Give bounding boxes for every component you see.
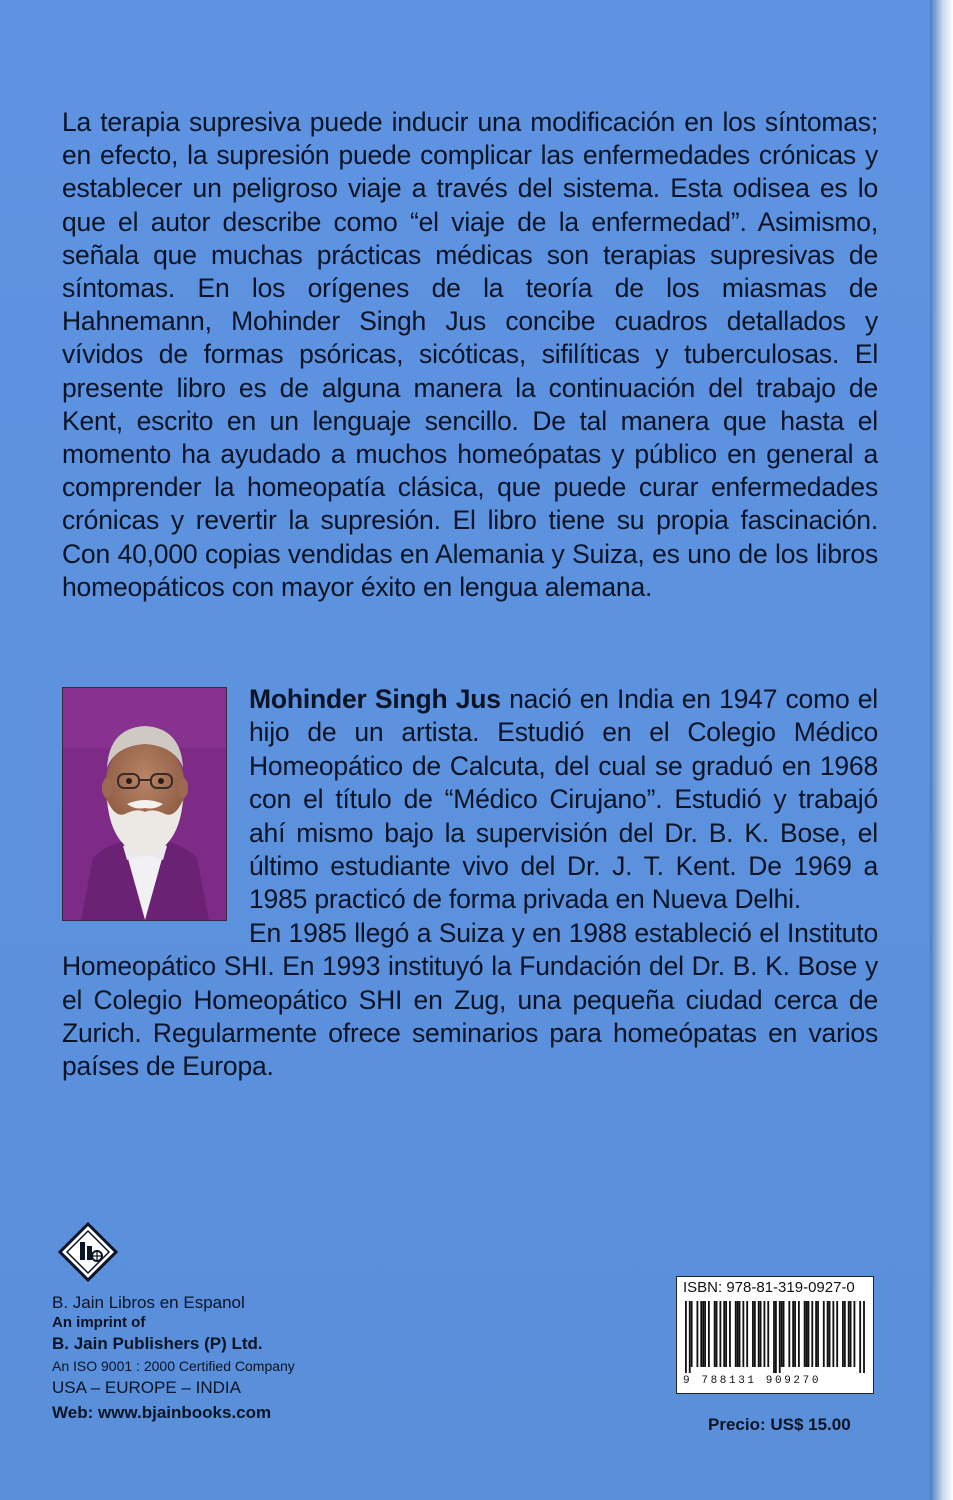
barcode-bar: [752, 1301, 754, 1367]
barcode-bar: [817, 1301, 819, 1367]
barcode-bar: [827, 1301, 829, 1367]
barcode-bar: [854, 1301, 856, 1367]
barcode-bar: [808, 1301, 810, 1367]
barcode-bar: [781, 1301, 783, 1367]
barcode-bar: [829, 1301, 831, 1367]
isbn-barcode-box: [676, 1276, 874, 1394]
publisher-company: B. Jain Publishers (P) Ltd.: [52, 1334, 263, 1353]
barcode-bar: [779, 1301, 781, 1373]
barcode-bar: [716, 1301, 718, 1367]
barcode-bar: [783, 1301, 785, 1367]
barcode-bar: [863, 1301, 865, 1373]
publisher-imprint-of: An imprint of: [52, 1314, 146, 1331]
barcode-bar: [804, 1301, 806, 1367]
barcode-bar: [758, 1301, 760, 1367]
barcode-bar: [742, 1301, 744, 1367]
publisher-logo-icon: [58, 1222, 118, 1282]
barcode-bar: [723, 1301, 725, 1367]
barcode-bar: [739, 1301, 741, 1367]
barcode-bar: [764, 1301, 766, 1367]
barcode-bar: [848, 1301, 850, 1367]
barcode-bar: [708, 1301, 710, 1367]
barcode-bar: [700, 1301, 702, 1367]
book-edge: [930, 0, 953, 1500]
barcode-digits: 9 788131 909270: [683, 1375, 822, 1387]
barcode-icon: [685, 1301, 865, 1373]
barcode-bar: [859, 1301, 861, 1373]
barcode-bar: [754, 1301, 756, 1367]
barcode-bar: [704, 1301, 706, 1367]
barcode-bar: [737, 1301, 739, 1367]
barcode-bar: [850, 1301, 852, 1367]
publisher-certification: An ISO 9001 : 2000 Certified Company: [52, 1358, 295, 1374]
barcode-bar: [823, 1301, 825, 1367]
barcode-bar: [836, 1301, 838, 1367]
barcode-bar: [729, 1301, 731, 1367]
barcode-bar: [794, 1301, 796, 1367]
barcode-bar: [760, 1301, 762, 1367]
author-bio: [62, 683, 878, 1084]
barcode-bar: [842, 1301, 844, 1367]
barcode-bar: [702, 1301, 704, 1367]
book-description: La terapia supresiva puede inducir una modificación en los síntomas; en efecto, la supresión puede complicar las enfermedades crónicas y establecer un peligroso viaje a través del sistema. Esta odisea es lo que el autor describe como “el viaje de la enfermedad”. Asimismo, señala que muchas prácticas médicas son terapias supresivas de síntomas. En los orígenes de la teoría de los miasmas de Hahnemann, Mohinder Singh Jus concibe cuadros detallados y vívidos de formas psóricas, sicóticas, sifilíticas y tuberculosas. El presente libro es de alguna manera la continuación del trabajo de Kent, escrito en un lenguaje sencillo. De tal manera que hasta el momento ha ayudado a muchos homeópatas y público en general a comprender la homeopatía clásica, que puede curar enfermedades crónicas y revertir la supresión. El libro tiene su propia fascinación. Con 40,000 copias vendidas en Alemania y Suiza, es uno de los libros homeopáticos con mayor éxito en lengua alemana.: [62, 107, 878, 602]
publisher-regions: USA – EUROPE – INDIA: [52, 1378, 241, 1397]
barcode-bar: [844, 1301, 846, 1367]
barcode-bar: [775, 1301, 777, 1373]
publisher-website: Web: www.bjainbooks.com: [52, 1403, 272, 1422]
barcode-bar: [735, 1301, 737, 1367]
author-portrait: [62, 687, 227, 921]
isbn-label: ISBN: 978-81-319-0927-0: [683, 1279, 855, 1296]
barcode-bar: [767, 1301, 769, 1367]
author-bio-paragraph-2: En 1985 llegó a Suiza y en 1988 estableció el Instituto Homeopático SHI. En 1993 instituyó la Fundación del Dr. B. K. Bose y el Colegio Homeopático SHI en Zug, una pequeña ciudad cerca de Zurich. Regularmente ofrece seminarios para homeópatas en varios países de Europa.: [62, 917, 878, 1082]
price-label: Precio: US$ 15.00: [708, 1415, 851, 1434]
barcode-bar: [685, 1301, 687, 1373]
barcode-bar: [832, 1301, 834, 1367]
barcode-bar: [746, 1301, 748, 1367]
publisher-imprint: B. Jain Libros en Espanol: [52, 1293, 245, 1312]
barcode-bar: [815, 1301, 817, 1367]
barcode-bar: [691, 1301, 693, 1367]
author-bio-text: nació en India en 1947 como el hijo de un artista. Estudió en el Colegio Médico Homeopático de Calcuta, del cual se graduó en 1968 con el título de “Médico Cirujano”. Estudió y trabajó ahí mismo bajo la supervisión del Dr. B. K. Bose, el último estudiante vivo del Dr. J. T. Kent. De 1969 a 1985 practicó de forma privada en Nueva Delhi.: [249, 684, 878, 915]
barcode-bar: [788, 1301, 790, 1367]
barcode-bar: [798, 1301, 800, 1367]
barcode-bar: [806, 1301, 808, 1367]
barcode-bar: [689, 1301, 691, 1373]
publisher-info: [52, 1292, 295, 1426]
barcode-bar: [792, 1301, 794, 1367]
author-name: Mohinder Singh Jus: [249, 684, 501, 714]
barcode-bar: [714, 1301, 716, 1367]
author-photo-illustration: [63, 688, 226, 920]
barcode-bar: [725, 1301, 727, 1367]
barcode-bar: [773, 1301, 775, 1373]
barcode-bar: [811, 1301, 813, 1367]
barcode-bar: [696, 1301, 698, 1367]
barcode-bar: [719, 1301, 721, 1367]
